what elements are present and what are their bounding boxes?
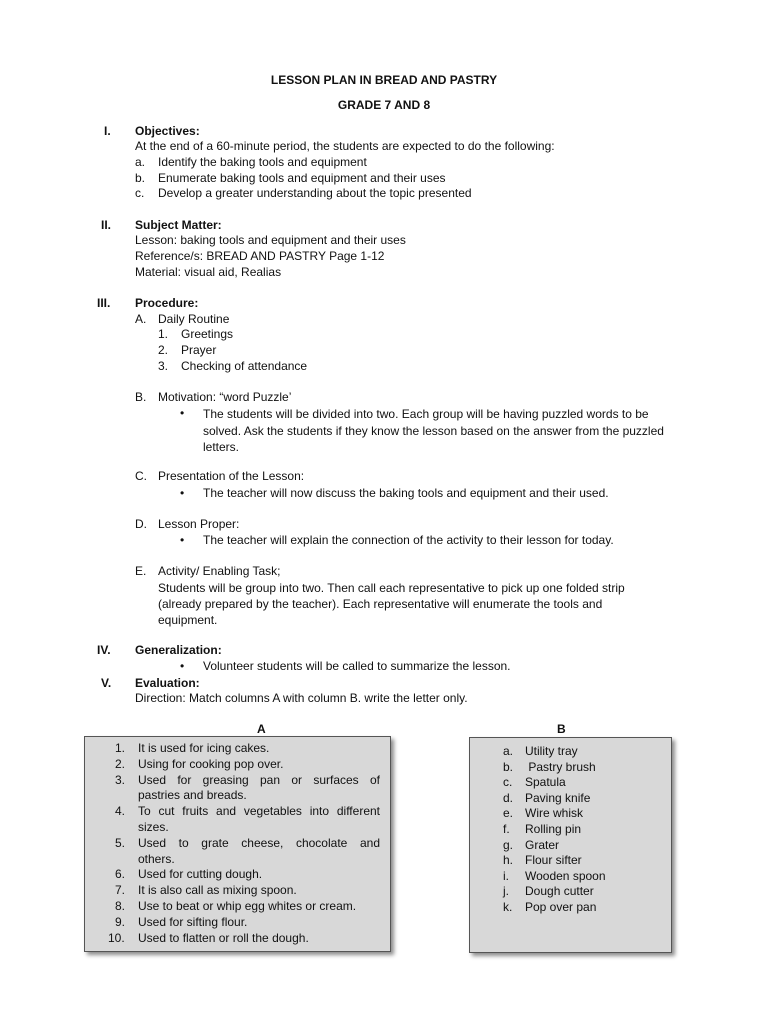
list-marker: D.: [135, 517, 147, 531]
column-b-header: B: [557, 722, 566, 736]
list-item: b. Pastry brush: [503, 759, 596, 774]
list-marker: 1.: [115, 741, 126, 755]
list-marker: b.: [503, 759, 514, 774]
list-item: Greetings: [181, 327, 234, 341]
list-marker: 1.: [158, 327, 169, 341]
list-item: k. Pop over pan: [503, 899, 597, 914]
list-marker: 3.: [115, 772, 126, 787]
list-item: 5. Used to grate cheese, chocolate and others.: [115, 835, 380, 866]
list-marker: a.: [135, 155, 146, 169]
list-item: j. Dough cutter: [503, 884, 594, 899]
list-marker: E.: [135, 564, 147, 578]
list-item: Enumerate baking tools and equipment and their uses: [158, 171, 446, 185]
section-number: IV.: [97, 643, 111, 657]
objectives-intro: At the end of a 60-minute period, the students are expected to do the following:: [135, 139, 555, 153]
section-number: V.: [101, 676, 112, 690]
bullet-icon: •: [180, 486, 185, 500]
column-a-box: [84, 736, 391, 952]
list-marker: 10.: [108, 930, 125, 945]
list-marker: f.: [503, 821, 510, 836]
list-item: 8. Use to beat or whip egg whites or cream.: [115, 898, 357, 913]
subject-matter-line: Lesson: baking tools and equipment and their uses: [135, 233, 406, 247]
list-item: a. Utility tray: [503, 744, 578, 758]
list-item: f. Rolling pin: [503, 821, 582, 836]
list-marker: h.: [503, 853, 514, 868]
column-b-list: [503, 744, 663, 916]
list-marker: i.: [503, 868, 509, 883]
list-marker: 6.: [115, 867, 126, 882]
subject-matter-line: Material: visual aid, Realias: [135, 265, 282, 279]
column-b-box: [469, 737, 672, 953]
list-marker: 3.: [158, 359, 169, 373]
section-heading-objectives: Objectives:: [135, 124, 200, 138]
list-item: h. Flour sifter: [503, 853, 582, 868]
list-item: c. Spatula: [503, 775, 566, 790]
list-marker: d.: [503, 790, 514, 805]
procedure-b-label: Motivation: “word Puzzle’: [158, 390, 292, 404]
list-marker: 7.: [115, 883, 126, 898]
list-marker: c.: [135, 186, 145, 200]
list-item: 3. Used for greasing pan or surfaces of pastries and breads.: [115, 772, 380, 803]
list-item: d. Paving knife: [503, 790, 591, 805]
list-item: 7. It is also call as mixing spoon.: [115, 883, 297, 898]
list-marker: 8.: [115, 898, 126, 913]
list-marker: 2.: [158, 343, 169, 357]
list-item: 6. Used for cutting dough.: [115, 867, 263, 882]
list-marker: a.: [503, 744, 514, 758]
bullet-icon: •: [180, 533, 185, 547]
procedure-d-text: The teacher will explain the connection of the activity to their lesson for today.: [203, 533, 614, 547]
procedure-c-text: The teacher will now discuss the baking tools and equipment and their used.: [203, 486, 609, 500]
list-marker: A.: [135, 312, 147, 326]
bullet-icon: •: [180, 406, 185, 420]
list-marker: 9.: [115, 914, 126, 929]
procedure-b-text: The students will be divided into two. Each group will be having puzzled words to be solved. Ask the students if they know the lesson based on the answer from the puzzled letters.: [203, 407, 664, 454]
list-item: 10. Used to flatten or roll the dough.: [108, 930, 309, 945]
section-heading-subject-matter: Subject Matter:: [135, 218, 222, 232]
page-subtitle: GRADE 7 AND 8: [337, 98, 431, 112]
procedure-d-label: Lesson Proper:: [158, 517, 240, 531]
procedure-e-label: Activity/ Enabling Task;: [158, 564, 281, 578]
list-marker: j.: [503, 884, 509, 899]
list-marker: 5.: [115, 835, 126, 850]
section-heading-evaluation: Evaluation:: [135, 676, 200, 690]
list-item: e. Wire whisk: [503, 806, 584, 821]
list-item: 1. It is used for icing cakes.: [115, 741, 270, 755]
section-number: III.: [97, 296, 111, 310]
procedure-e-text: Students will be group into two. Then call each representative to pick up one folded strip (already prepared by the teacher). Each representative will enumerate the tools and equipment.: [158, 581, 625, 627]
list-item: i. Wooden spoon: [503, 868, 606, 883]
column-a-list: [110, 741, 380, 946]
page-title: LESSON PLAN IN BREAD AND PASTRY: [270, 73, 498, 87]
list-item: Prayer: [181, 343, 217, 357]
list-marker: B.: [135, 390, 147, 404]
list-marker: c.: [503, 775, 513, 790]
list-item: Develop a greater understanding about the topic presented: [158, 186, 472, 200]
list-item: Identify the baking tools and equipment: [158, 155, 367, 169]
list-marker: k.: [503, 899, 513, 914]
list-item: g. Grater: [503, 837, 560, 852]
list-marker: e.: [503, 806, 514, 821]
procedure-a-label: Daily Routine: [158, 312, 230, 326]
section-heading-procedure: Procedure:: [135, 296, 199, 310]
section-heading-generalization: Generalization:: [135, 643, 222, 657]
list-item: 4. To cut fruits and vegetables into different sizes.: [115, 804, 380, 834]
list-item: 9. Used for sifting flour.: [115, 914, 248, 929]
list-marker: b.: [135, 171, 146, 185]
list-item: 2. Using for cooking pop over.: [115, 756, 284, 771]
list-item: Checking of attendance: [181, 359, 308, 373]
column-a-header: A: [257, 722, 266, 736]
evaluation-direction: Direction: Match columns A with column B. write the letter only.: [135, 691, 468, 705]
procedure-c-label: Presentation of the Lesson:: [158, 469, 305, 483]
list-marker: 4.: [115, 804, 126, 819]
section-number: II.: [101, 218, 112, 232]
list-marker: g.: [503, 837, 514, 852]
section-number: I.: [104, 124, 111, 138]
generalization-text: Volunteer students will be called to summarize the lesson.: [203, 659, 511, 673]
bullet-icon: •: [180, 659, 185, 673]
list-marker: 2.: [115, 756, 126, 771]
list-marker: C.: [135, 469, 147, 483]
subject-matter-line: Reference/s: BREAD AND PASTRY Page 1-12: [135, 249, 385, 263]
